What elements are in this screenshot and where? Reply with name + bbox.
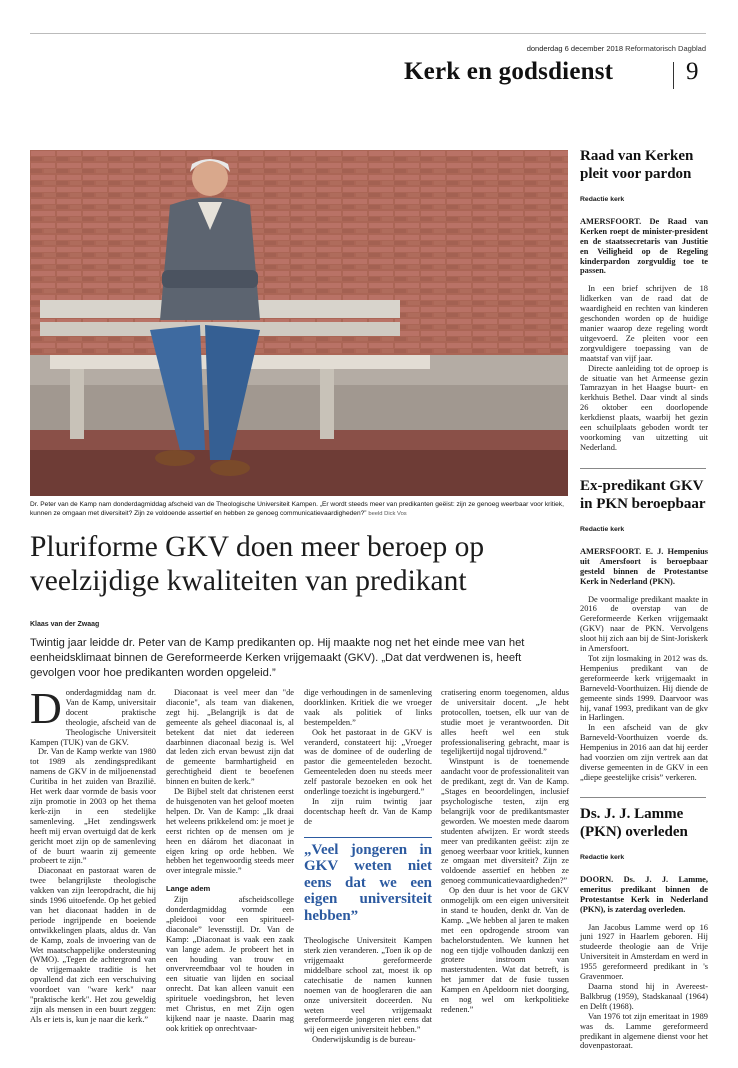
- body-paragraph: cratisering enorm toegenomen, aldus de universitair docent. „Je hebt protocollen, toetsen, elk uur van de studie moet je verantwoorden. Dit alles heeft wel een stuk professionalisering gebracht, maar is tegelijkertijd nogal tijdrovend.”: [441, 688, 569, 757]
- sidebar-author: Redactie kerk: [580, 854, 625, 861]
- body-paragraph: Theologische Universiteit Kampen sterk zien veranderen. „Toen ik op de vrijgemaakt gereformeerde middelbare school zat, moest ik op catechisatie de namen kunnen noemen van de hoogleraren die aan onze universiteit doceerden. Nu weten veel vrijgemaakt gereformeerde jongeren niet eens dat wij een eigen universiteit hebben.”: [304, 936, 432, 1035]
- body-paragraph: Winstpunt is de toenemende aandacht voor de professionaliteit van de predikant, zegt dr. Van de Kamp. „Stages en beoordelingen, inclusief psychologische testen, zijn erg belangrijk voor de predikantsmaster geworden. We moesten mede daarom studenten afwijzen. Er wordt steeds meer van predikanten geëist: zijn ze genoeg weerbaar voor kritiek, kunnen ze omgaan met diversiteit? Zijn ze voldoende assertief en hebben ze genoeg communicatievaardigheden?”: [441, 757, 569, 886]
- body-paragraph: Op den duur is het voor de GKV onmogelijk om een eigen universiteit in stand te houden, denkt dr. Van de Kamp. „We hebben al jaren te maken met een opdrogende stroom van bachelorstudenten. We kunnen het nog een tijdje volhouden dankzij een grotere instroom van masterstudenten. Wat dat betreft, is het jammer dat de fusie tussen Kampen en Apeldoorn niet doorging, en nog wel om kerkpolitieke redenen.”: [441, 886, 569, 1014]
- pull-quote-text: „Veel jongeren in GKV weten niet eens dat we een eigen universiteit hebben”: [304, 841, 432, 924]
- body-paragraph: Zijn afscheidscollege donderdagmiddag vormde een „pleidooi voor een spiritueel-diaconale” levensstijl. Dr. Van de Kamp: „Diaconaat is vaak een zaak van lange adem. Je probeert het in een houding van trouw en onvervreemdbaar vol te houden in een situatie van lijden en sociaal onrecht. Dat kan alleen vanuit een spirituele voedingsbron, het leven met Christus, en met Zijn ogen kijkend naar je naaste. Daarin mag ook kritiek op onrechtvaar-: [166, 895, 294, 1033]
- body-paragraph: Diaconaat en pastoraat waren de twee belangrijkste theologische vakken van zijn leeropdracht, die hij sinds 1996 uitoefende. Op het gebied van het diaconaat hadden in de periode ingrijpende en boeiende ontwikkelingen plaats, aldus dr. Van de Kamp, zoals de invoering van de Wet maatschappelijke ondersteuning (WMO). „Tegen de achtergrond van de vrijgemaakte traditie is het opvallend dat zich een verschuiving voordoet van "ware kerk" naar "praktische kerk". Het zou geweldig zijn als mensen in een buurt zeggen: Als er iets is, kun je naar die kerk.”: [30, 866, 156, 1024]
- photo-caption: [30, 500, 570, 519]
- caption-text: Dr. Peter van de Kamp nam donderdagmiddag afscheid van de Theologische Universiteit Kampen. „Er wordt steeds meer van predikanten geëist: zijn ze genoeg weerbaar voor kritiek, kunnen ze omgaan met diversiteit? Zijn ze voldoende assertief en hebben ze genoeg communicatievaardigheden?”: [30, 501, 564, 517]
- body-paragraph: dige verhoudingen in de samenleving doorklinken. Kritiek die we vroeger vaak als politiek of links bestempelden.”: [304, 688, 432, 727]
- article-column-2: [166, 688, 294, 1034]
- body-paragraph: Onderwijskundig is de bureau-: [312, 1035, 416, 1045]
- sidebar-paragraph: Daarna stond hij in Avereest-Balkbrug (1959), Stadskanaal (1964) en Delft (1968).: [580, 981, 708, 1011]
- sidebar-author: Redactie kerk: [580, 196, 625, 203]
- newspaper-name: Reformatorisch Dagblad: [625, 44, 706, 53]
- sidebar-intro: DOORN. Ds. J. J. Lamme, emeritus predikant binnen de Protestantse Kerk in Nederland (PKN), is zaterdag overleden.: [580, 874, 708, 914]
- sidebar-paragraph: Jan Jacobus Lamme werd op 16 juni 1927 in Haarlem geboren. Hij studeerde theologie aan de Vrije Universiteit in Amsterdam en werd in 1955 gereformeerd predikant in 's Gravenmoer.: [580, 922, 708, 982]
- body-paragraph: Diaconaat is veel meer dan "de diaconie", als team van diakenen, zegt hij. „Belangrijk is dat de gemeente als geheel diaconaal is, al betekent dat niet dat iedereen daarbinnen diaconaal bezig is. Wel dat leden zich ervan bewust zijn dat de gemeente barmhartigheid en gerechtigheid dient te beoefenen binnen en buiten de kerk.”: [166, 688, 294, 787]
- dateline: [527, 44, 706, 53]
- sidebar-paragraph: Van 1976 tot zijn emeritaat in 1989 was ds. Lamme gereformeerd predikant in algemene dienst voor het dovenpastoraat.: [580, 1011, 708, 1051]
- issue-date: donderdag 6 december 2018: [526, 44, 624, 53]
- article-photo: [30, 150, 568, 496]
- section-title: Kerk en godsdienst: [404, 58, 614, 85]
- section-divider: [673, 62, 674, 89]
- sidebar-headline: Ds. J. J. Lamme (PKN) overleden: [580, 806, 688, 840]
- article-headline: Pluriforme GKV doen meer beroep op veelzijdige kwaliteiten van predikant: [30, 531, 485, 597]
- sidebar-divider: [580, 468, 706, 469]
- sidebar-paragraph: Tot zijn losmaking in 2012 was ds. Hempenius predikant van de gereformeerde kerk vrijgemaakt in Barneveld-Voorthuizen. Hij diende de gemeente sinds 1999. Daarvoor was hij, vanaf 1993, predikant van de gkv in Harlingen.: [580, 653, 708, 723]
- subheading: Lange adem: [166, 884, 211, 894]
- sidebar-paragraph: Directe aanleiding tot de oproep is de situatie van het Armeense gezin Tamrazyan in het Haagse buurt- en kerkhuis Bethel. Daar vindt al sinds 26 oktober een doorlopende kerkdienst plaats, waarbij het gezin een schuilplaats geboden wordt ter voorkoming van uitzetting uit Nederland.: [580, 363, 708, 452]
- article-byline: Klaas van der Zwaag: [30, 621, 100, 628]
- sidebar-headline: Raad van Kerken pleit voor pardon: [580, 148, 694, 182]
- page-number: 9: [686, 58, 699, 85]
- pull-quote: [304, 837, 432, 925]
- sidebar-paragraph: De voormalige predikant maakte in 2016 de overstap van de Gereformeerde Kerken vrijgemaakt (GKV) naar de PKN. Vervolgens sloot hij zich aan bij de Sint-Joriskerk in Amersfoort.: [580, 594, 708, 654]
- top-rule: [30, 33, 706, 34]
- sidebar-paragraph: In een brief schrijven de 18 lidkerken van de raad dat de waardigheid en rechten van kinderen geschonden worden op de huidige manier waarop deze regeling wordt uitgevoerd. Ze pleiten voor een zorgvuldigere toepassing van de maatstaf van vijf jaar.: [580, 284, 708, 363]
- body-paragraph: In zijn ruim twintig jaar docentschap heeft dr. Van de Kamp de: [304, 796, 432, 826]
- article-lead: Twintig jaar leidde dr. Peter van de Kamp predikanten op. Hij maakte nog net het einde mee van het eenheidsklimaat binnen de Gereformeerde Kerken vrijgemaakt (GKV). „Dat dat verdwenen is, heeft gevolgen voor hoe predikanten worden opgeleid.”: [30, 637, 525, 679]
- sidebar-intro: AMERSFOORT. De Raad van Kerken roept de minister-president en de staatssecretaris van Justitie en Veiligheid op de Regeling kinderpardon zorgvuldig toe te passen.: [580, 216, 708, 276]
- article-column-4: [441, 688, 569, 1015]
- sidebar-intro: AMERSFOORT. E. J. Hempenius uit Amersfoort is beroepbaar gesteld binnen de Protestantse Kerk in Nederland (PKN).: [580, 546, 708, 586]
- body-paragraph: onderdagmiddag nam dr. Van de Kamp, universitair docent praktische theologie, afscheid van de Theologische Universiteit Kampen (TUK) van de GKV.: [30, 688, 156, 747]
- body-paragraph: Dr. Van de Kamp werkte van 1980 tot 1989 als zendingspredikant namens de GKV in de miljoenenstad Curitiba in het zuiden van Brazilië. Het werk daar vormde de basis voor zijn promotie in 2003 op het thema kerk-zijn in een stedelijke samenleving. „Het zendingswerk heeft mij ervan overtuigd dat de kerk gericht moet zijn op de samenleving of de buurt waarin zij gemeente probeert te zijn.”: [30, 747, 156, 866]
- photo-illustration: [30, 150, 568, 496]
- sidebar-divider: [580, 797, 706, 798]
- drop-cap: D: [30, 684, 62, 733]
- sidebar-paragraph: In een afscheid van de gkv Barneveld-Voorthuizen voerde ds. Hempenius in 2016 aan dat hij eerder had voorzien om zijn vertrek aan dat diverse gemeenten in de GKV in een „diepe geestelijke crisis” verkeren.: [580, 723, 708, 782]
- body-paragraph: De Bijbel stelt dat christenen eerst de huisgenoten van het geloof moeten helpen. Dr. Van de Kamp: „Ik draai het weleens prikkelend om: je moet je eerst richten op de mensen om je heen en dáárom het diaconaat in eigen kring op orde hebben. We hebben het tegenwoordig steeds meer over integrale missie.”: [166, 787, 294, 876]
- photo-credit: beeld Dick Vos: [368, 511, 407, 517]
- sidebar-article-1: [580, 148, 708, 453]
- sidebar-headline: Ex-predikant GKV in PKN beroepbaar: [580, 478, 706, 512]
- sidebar-article-3: [580, 806, 708, 1051]
- article-column-3: [304, 688, 432, 1045]
- article-column-1: [30, 684, 156, 1025]
- sidebar-article-2: [580, 478, 708, 783]
- body-paragraph: Ook het pastoraat in de GKV is veranderd, constateert hij: „Vroeger was de dominee of de ouderling de pastor die gemeenteleden bezocht. Gemeenteleden doen nu steeds meer zelf pastorale bezoeken en ook het onderlinge toezicht is ingeburgerd.”: [304, 727, 432, 797]
- sidebar-author: Redactie kerk: [580, 526, 625, 533]
